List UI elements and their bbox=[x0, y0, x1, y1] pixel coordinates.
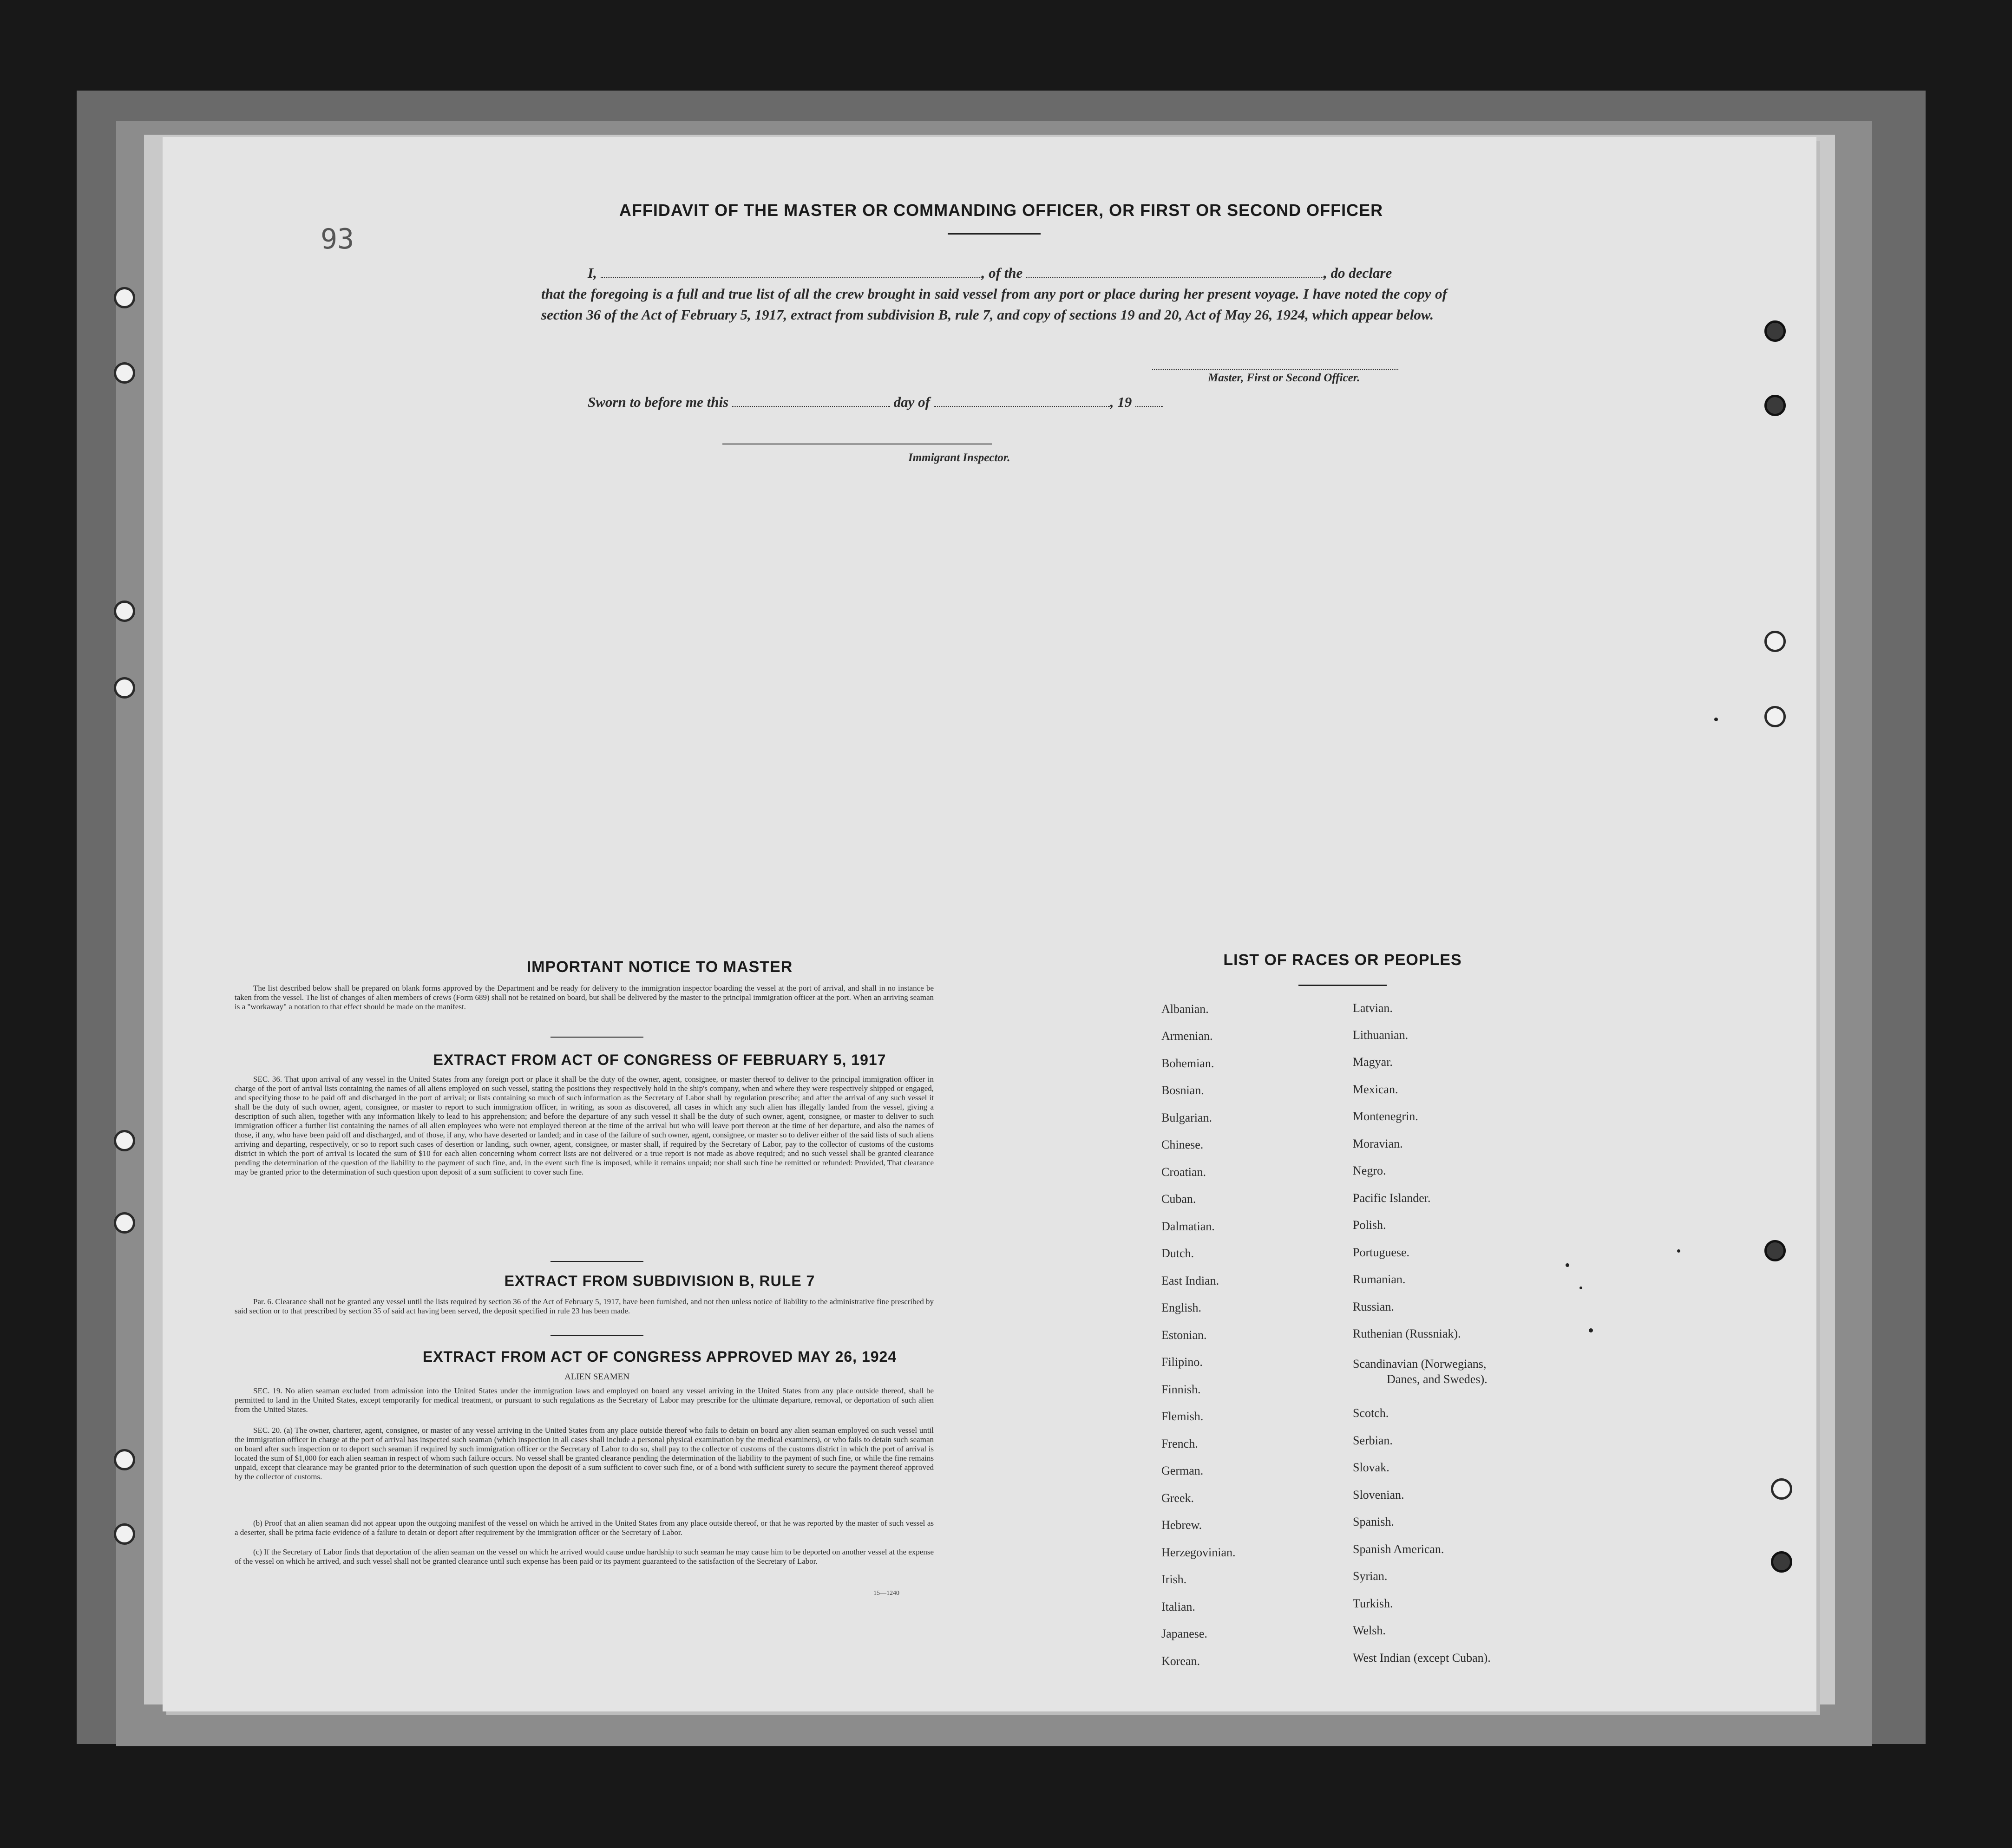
race-item: Syrian. bbox=[1353, 1569, 1388, 1583]
race-item: Finnish. bbox=[1161, 1383, 1201, 1396]
race-item: Russian. bbox=[1353, 1300, 1394, 1313]
binder-hole-icon bbox=[114, 677, 135, 699]
sworn-year-field[interactable] bbox=[1135, 396, 1163, 407]
race-item: Flemish. bbox=[1161, 1410, 1204, 1423]
race-item: German. bbox=[1161, 1464, 1204, 1477]
binder-hole-icon bbox=[1764, 706, 1786, 727]
section-divider bbox=[551, 1037, 643, 1038]
notice-title: IMPORTANT NOTICE TO MASTER bbox=[526, 958, 793, 976]
race-item: Serbian. bbox=[1353, 1434, 1393, 1447]
race-item: Hebrew. bbox=[1161, 1518, 1202, 1532]
ink-speck bbox=[1589, 1328, 1593, 1332]
binder-hole-icon bbox=[1764, 1240, 1786, 1261]
ink-speck bbox=[1677, 1249, 1680, 1253]
sworn-month-field[interactable] bbox=[934, 396, 1110, 407]
race-item: Irish. bbox=[1161, 1573, 1187, 1586]
title-divider bbox=[1298, 985, 1387, 986]
race-item: Montenegrin. bbox=[1353, 1110, 1418, 1123]
race-item: Chinese. bbox=[1161, 1138, 1204, 1151]
vessel-name-field[interactable] bbox=[1026, 267, 1324, 278]
races-title: LIST OF RACES OR PEOPLES bbox=[1223, 951, 1462, 969]
race-item: Danes, and Swedes). bbox=[1387, 1372, 1488, 1386]
binder-hole-icon bbox=[1764, 631, 1786, 652]
race-item: East Indian. bbox=[1161, 1274, 1219, 1287]
binder-hole-icon bbox=[114, 601, 135, 622]
race-item: Cuban. bbox=[1161, 1192, 1196, 1206]
form-number: 15—1240 bbox=[873, 1590, 899, 1597]
binder-hole-icon bbox=[1771, 1551, 1792, 1573]
binder-hole-icon bbox=[114, 1523, 135, 1545]
race-item: Moravian. bbox=[1353, 1137, 1403, 1150]
race-item: Scandinavian (Norwegians, bbox=[1353, 1357, 1487, 1371]
race-item: Armenian. bbox=[1161, 1029, 1213, 1043]
race-item: Spanish. bbox=[1353, 1515, 1394, 1528]
ink-speck bbox=[1714, 718, 1718, 721]
extract-rule7-title: EXTRACT FROM SUBDIVISION B, RULE 7 bbox=[504, 1273, 815, 1289]
sworn-line bbox=[588, 394, 1238, 411]
race-item: Rumanian. bbox=[1353, 1273, 1406, 1286]
race-item: Welsh. bbox=[1353, 1624, 1386, 1637]
binder-hole-icon bbox=[114, 287, 135, 308]
race-item: Lithuanian. bbox=[1353, 1028, 1409, 1042]
race-item: Croatian. bbox=[1161, 1165, 1206, 1179]
race-item: English. bbox=[1161, 1301, 1201, 1314]
race-item: Herzegovinian. bbox=[1161, 1546, 1236, 1559]
race-item: French. bbox=[1161, 1437, 1198, 1450]
race-item: Pacific Islander. bbox=[1353, 1191, 1431, 1205]
race-item: Slovenian. bbox=[1353, 1488, 1404, 1502]
sworn-day-field[interactable] bbox=[732, 396, 890, 407]
sec-19-text: SEC. 19. No alien seaman excluded from admission into the United States under the immigration laws and employed on board any vessel arriving in the United States from any place outside thereof, shall be permitted to land in the United States, except temporarily for medical treatment, or pursuant to such regulations as the Secretary of Labor may prescribe for the ultimate departure, removal, or deportation of such alien from the United States. bbox=[235, 1386, 934, 1414]
declaration-text: that the foregoing is a full and true list of all the crew brought in said vessel from any port or place during her present voyage. I have noted the copy of section 36 of the Act of February 5, 1917, extract from subdivision B, rule 7, and copy of sections 19 and 20, Act of May 26, 1924, which appear below. bbox=[541, 286, 1447, 323]
binder-hole-icon bbox=[114, 1130, 135, 1151]
binder-hole-icon bbox=[1764, 395, 1786, 416]
master-signature-line[interactable] bbox=[1152, 369, 1398, 370]
extract-1924-subtitle: ALIEN SEAMEN bbox=[564, 1372, 629, 1382]
title-divider bbox=[948, 233, 1041, 235]
extract-rule7-text: Par. 6. Clearance shall not be granted any vessel until the lists required by section 36 of the Act of February 5, 1917, have been furnished, and not then unless notice of liability to the administrative fine prescribed by said section or to that prescribed by section 35 of said act having been served, the deposit specified in rule 23 has been made. bbox=[235, 1297, 934, 1315]
section-divider bbox=[551, 1335, 643, 1336]
race-item: Greek. bbox=[1161, 1491, 1194, 1505]
extract-1924-title: EXTRACT FROM ACT OF CONGRESS APPROVED MAY 26, 1924 bbox=[422, 1348, 897, 1365]
sec-20b-text: (b) Proof that an alien seaman did not appear upon the outgoing manifest of the vessel on which he arrived in the United States from any place outside thereof, or that he was reported by the master of such vessel as a deserter, shall be prima facie evidence of a failure to detain or deport after requirement by the immigration officer or the Secretary of Labor. bbox=[235, 1519, 934, 1537]
extract-1917-title: EXTRACT FROM ACT OF CONGRESS OF FEBRUARY 5, 1917 bbox=[433, 1051, 886, 1068]
of-the-label: , of the bbox=[981, 265, 1023, 281]
race-item: Dutch. bbox=[1161, 1247, 1194, 1260]
page-number: 93 bbox=[321, 223, 354, 255]
year-label: , 19 bbox=[1110, 394, 1132, 410]
race-item: Bohemian. bbox=[1161, 1057, 1214, 1070]
race-item: Filipino. bbox=[1161, 1355, 1203, 1369]
day-of-label: day of bbox=[893, 394, 930, 410]
race-item: Polish. bbox=[1353, 1218, 1386, 1232]
master-name-field[interactable] bbox=[601, 267, 982, 278]
race-item: Japanese. bbox=[1161, 1627, 1207, 1640]
binder-hole-icon bbox=[114, 1212, 135, 1234]
ink-speck bbox=[1579, 1286, 1582, 1289]
sec-20a-text: SEC. 20. (a) The owner, charterer, agent, consignee, or master of any vessel arriving in the United States from any place outside thereof who fails to detain on board any alien seaman employed on such vessel until the immigration officer in charge at the port of arrival has inspected such seaman (which inspection in all cases shall include a personal physical examination by the medical examiners), or who fails to detain such seaman on board after such inspection or to deport such seaman if required by such immigration officer or the Secretary of Labor to do so, shall pay to the collector of customs of the customs district in which the port of arrival is located the sum of $1,000 for each alien seaman in respect of whom such failure occurs. No vessel shall be granted clearance pending the determination of the liability to the payment of such fine, or while the fine remains unpaid, except that clearance may be granted prior to the determination of such question upon the deposit of a sum sufficient to cover such fine, or of a bond with sufficient surety to secure the payment thereof approved by the collector of customs. bbox=[235, 1426, 934, 1481]
race-item: Spanish American. bbox=[1353, 1542, 1444, 1556]
sec-20c-text: (c) If the Secretary of Labor finds that deportation of the alien seaman on the vessel on which he arrived would cause undue hardship to such seaman he may cause him to be deported on another vessel at the expense of the vessel on which he arrived, and such vessel shall not be granted clearance until such expense has been paid or its payment guaranteed to the satisfaction of the Secretary of Labor. bbox=[235, 1548, 934, 1566]
binder-hole-icon bbox=[1771, 1478, 1792, 1500]
race-item: Bulgarian. bbox=[1161, 1111, 1212, 1124]
race-item: Korean. bbox=[1161, 1654, 1200, 1668]
master-signature-label: Master, First or Second Officer. bbox=[1208, 372, 1360, 384]
race-item: Scotch. bbox=[1353, 1406, 1389, 1420]
race-item: Negro. bbox=[1353, 1164, 1386, 1177]
race-item: Portuguese. bbox=[1353, 1246, 1410, 1259]
ink-speck bbox=[1566, 1263, 1569, 1267]
section-divider bbox=[551, 1261, 643, 1262]
race-item: Magyar. bbox=[1353, 1055, 1393, 1069]
affidavit-title: AFFIDAVIT OF THE MASTER OR COMMANDING OFFICER, OR FIRST OR SECOND OFFICER bbox=[619, 201, 1383, 220]
inspector-signature-label: Immigrant Inspector. bbox=[908, 451, 1010, 464]
notice-text: The list described below shall be prepared on blank forms approved by the Department and be ready for delivery to the immigration inspector boarding the vessel at the port of arrival, and shall in no instance be taken from the vessel. The list of changes of alien members of crews (Form 689) shall not be retained on board, but shall be delivered by the master to the principal immigration officer at the port. When an arriving seaman is a "workaway" a notation to that effect should be made on the manifest. bbox=[235, 984, 934, 1011]
binder-hole-icon bbox=[114, 362, 135, 384]
race-item: Dalmatian. bbox=[1161, 1220, 1215, 1233]
race-item: Latvian. bbox=[1353, 1001, 1393, 1015]
binder-hole-icon bbox=[114, 1449, 135, 1470]
race-item: Ruthenian (Russniak). bbox=[1353, 1327, 1461, 1340]
binder-hole-icon bbox=[1764, 320, 1786, 342]
race-item: Mexican. bbox=[1353, 1083, 1398, 1096]
race-item: Estonian. bbox=[1161, 1328, 1207, 1342]
declaration-line bbox=[541, 262, 1447, 283]
race-item: Turkish. bbox=[1353, 1597, 1393, 1610]
i-label: I, bbox=[588, 265, 597, 281]
race-item: Italian. bbox=[1161, 1600, 1195, 1613]
sworn-label: Sworn to before me this bbox=[588, 394, 729, 410]
race-item: Slovak. bbox=[1353, 1461, 1389, 1474]
race-item: Albanian. bbox=[1161, 1002, 1209, 1016]
extract-1917-text: SEC. 36. That upon arrival of any vessel in the United States from any foreign port or place it shall be the duty of the owner, agent, consignee, or master thereof to deliver to the principal immigration officer in charge of the port of arrival lists containing the names of all aliens employed on such vessel, stating the positions they respectively hold in the ship's company, when and where they were respectively shipped or engaged, and specifying those to be paid off and discharged in the port of arrival; or lists containing so much of such information as the Secretary of Labor shall by regulation prescribe; and after the arrival of any such vessel it shall be the duty of such owner, agent, consignee, or master to report to such immigration officer, in writing, as soon as discovered, all cases in which any such alien has illegally landed from the vessel, giving a description of such alien, together with any information likely to lead to his apprehension; and before the departure of any such vessel it shall be the duty of such owner, agent, consignee, or master to deliver to such immigration officer a further list containing the names of all alien employees who were not employed thereon at the time of the arrival but who will leave port thereon at the time of her departure, and also the names of those, if any, who have been paid off and discharged, and of those, if any, who have deserted or landed; and in case of the failure of such owner, agent, consignee, or master so to deliver either of the said lists of such aliens arriving and departing, respectively, or so to report such cases of desertion or landing, such owner, agent, consignee, or master shall, if required by the Secretary of Labor, pay to the collector of customs of the customs district in which the port of arrival is located the sum of $10 for each alien concerning whom correct lists are not delivered or a true report is not made as above required; and no such vessel shall be granted clearance pending the determination of the question of the liability to the payment of such fine, and, in the event such fine is imposed, while it remains unpaid; nor shall such fine be remitted or refunded: Provided, That clearance may be granted prior to the determination of such question upon deposit of a sum sufficient to cover such fine. bbox=[235, 1075, 934, 1176]
race-item: Bosnian. bbox=[1161, 1084, 1204, 1097]
race-item: West Indian (except Cuban). bbox=[1353, 1651, 1491, 1665]
affidavit-body bbox=[541, 262, 1447, 325]
do-declare-label: , do declare bbox=[1324, 265, 1392, 281]
